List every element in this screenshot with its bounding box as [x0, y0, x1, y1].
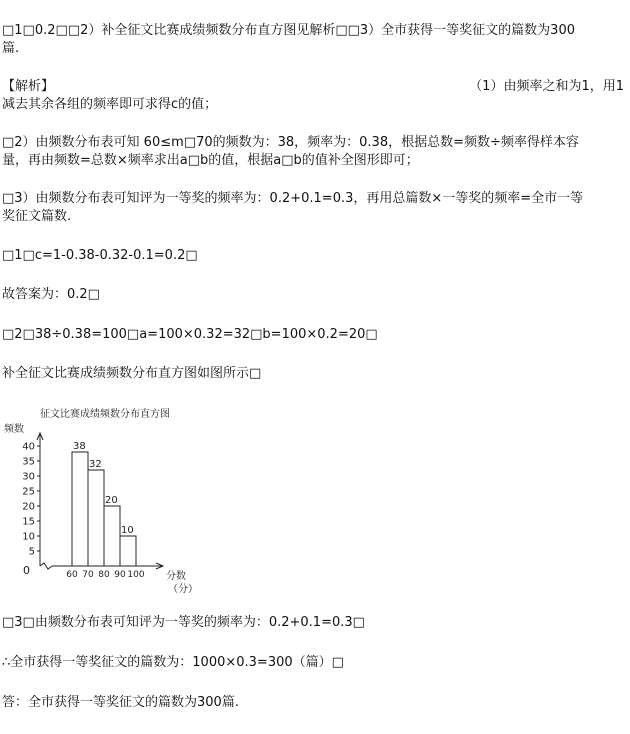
origin-label: 0: [23, 564, 30, 577]
y-tick-label: 20: [22, 501, 35, 513]
solution-part2: □2□38÷0.38=100□a=100×0.32=32□b=100×0.2=20□: [2, 327, 378, 342]
y-axis-label: 频数: [4, 424, 24, 435]
x-tick-label: 100: [127, 570, 145, 580]
y-tick-label: 15: [22, 516, 35, 528]
x-tick-label: 90: [114, 570, 126, 580]
y-tick-label: 40: [22, 441, 35, 453]
analysis-part3-cont: 奖征文篇数.: [2, 209, 72, 224]
analysis-part1-cont: 减去其余各组的频率即可求得c的值；: [2, 97, 218, 112]
x-tick-label: 60: [66, 570, 78, 580]
y-tick-label: 25: [22, 486, 35, 498]
x-axis-break: [40, 563, 52, 569]
x-tick-label: 70: [82, 570, 94, 580]
solution-part3-result: ∴全市获得一等奖征文的篇数为：1000×0.3=300（篇）□: [2, 655, 344, 670]
solution-part1: □1□c=1-0.38-0.32-0.1=0.2□: [2, 248, 198, 263]
chart-title: 征文比赛成绩频数分布直方图: [40, 409, 170, 420]
histogram-bar: [104, 506, 120, 566]
histogram-bar: [120, 536, 136, 566]
solution-part1-answer: 故答案为：0.2□: [2, 287, 100, 302]
bar-value-label: 38: [73, 441, 86, 452]
y-tick-label: 10: [22, 531, 35, 543]
bar-value-label: 10: [121, 525, 134, 536]
y-tick-label: 5: [28, 546, 35, 558]
analysis-part1-start: （1）由频率之和为1，用1: [469, 79, 624, 94]
analysis-part2: □2）由频数分布表可知 60≤m□70的频数为：38，频率为：0.38，根据总数=频数÷频率得样本容: [2, 135, 579, 150]
answer-summary-line-cont: 篇.: [2, 41, 20, 56]
final-answer: 答：全市获得一等奖征文的篇数为300篇.: [2, 695, 239, 710]
histogram-intro: 补全征文比赛成绩频数分布直方图如图所示□: [2, 366, 262, 381]
x-tick-label: 80: [98, 570, 110, 580]
y-tick-label: 30: [22, 471, 35, 483]
histogram-bar: [88, 470, 104, 566]
x-axis-label-line2: （分）: [168, 584, 198, 595]
y-tick-label: 35: [22, 456, 35, 468]
solution-part3: □3□由频数分布表可知评为一等奖的频率为：0.2+0.1=0.3□: [2, 615, 365, 630]
bar-value-label: 20: [105, 495, 118, 506]
answer-summary-line: □1□0.2□□2）补全征文比赛成绩频数分布直方图见解析□□3）全市获得一等奖征文的篇数为300: [2, 23, 575, 38]
analysis-part3: □3）由频数分布表可知评为一等奖的频率为：0.2+0.1=0.3，再用总篇数×一等奖的频率=全市一等: [2, 191, 584, 206]
analysis-part2-cont: 量，再由频数=总数×频率求出a□b的值，根据a□b的值补全图形即可；: [2, 153, 419, 168]
histogram-bar: [72, 452, 88, 566]
x-axis-label-line1: 分数: [166, 571, 186, 582]
frequency-histogram: [0, 402, 230, 602]
analysis-heading: 【解析】: [2, 79, 55, 94]
bar-value-label: 32: [89, 459, 102, 470]
